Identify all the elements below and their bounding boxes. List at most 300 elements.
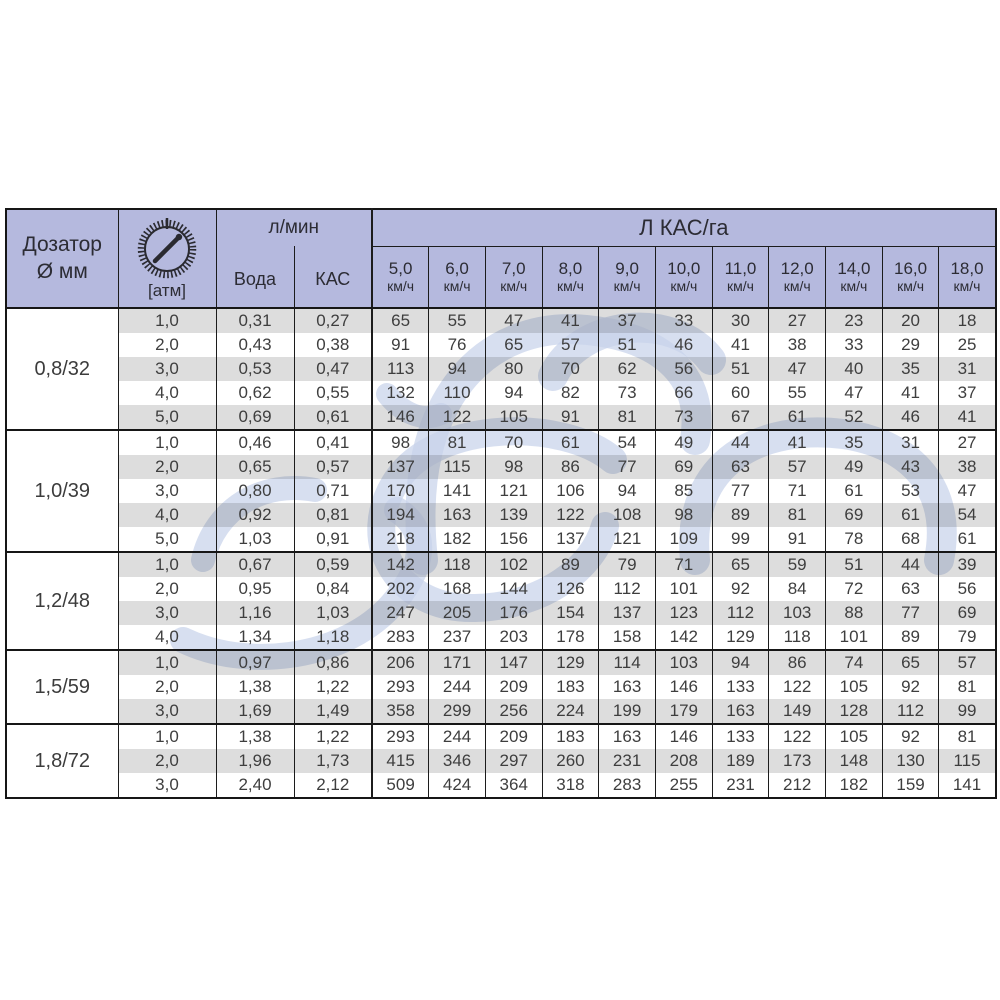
rate-value: 76 xyxy=(429,333,486,357)
rate-value: 123 xyxy=(655,601,712,625)
rate-value: 101 xyxy=(826,625,883,650)
water-value: 0,95 xyxy=(216,577,294,601)
rate-value: 81 xyxy=(429,430,486,455)
rate-value: 31 xyxy=(939,357,996,381)
rate-value: 79 xyxy=(939,625,996,650)
rate-value: 176 xyxy=(485,601,542,625)
speed-header-18-0: 18,0 км/ч xyxy=(939,246,996,308)
speed-header-8-0: 8,0 км/ч xyxy=(542,246,599,308)
rate-value: 94 xyxy=(712,650,769,675)
rate-value: 112 xyxy=(882,699,939,724)
rate-value: 231 xyxy=(712,773,769,798)
rate-value: 163 xyxy=(599,675,656,699)
atm-value: 1,0 xyxy=(118,552,216,577)
rate-value: 297 xyxy=(485,749,542,773)
atm-value: 3,0 xyxy=(118,601,216,625)
water-value: 0,46 xyxy=(216,430,294,455)
rate-value: 299 xyxy=(429,699,486,724)
water-value: 0,80 xyxy=(216,479,294,503)
rate-value: 68 xyxy=(882,527,939,552)
water-column-header: Вода xyxy=(216,246,294,308)
kas-column-header: КАС xyxy=(294,246,372,308)
rate-value: 18 xyxy=(939,308,996,333)
speed-header-11-0: 11,0 км/ч xyxy=(712,246,769,308)
atm-value: 4,0 xyxy=(118,381,216,405)
rate-value: 77 xyxy=(599,455,656,479)
rate-value: 43 xyxy=(882,455,939,479)
kas-value: 0,71 xyxy=(294,479,372,503)
rate-value: 170 xyxy=(386,481,415,500)
rate-value: 78 xyxy=(826,527,883,552)
rate-value: 81 xyxy=(939,675,996,699)
rate-value: 69 xyxy=(655,455,712,479)
rate-value: 105 xyxy=(485,405,542,430)
water-value: 0,97 xyxy=(216,650,294,675)
rate-value: 56 xyxy=(655,357,712,381)
atm-value: 1,0 xyxy=(118,308,216,333)
rate-value: 65 xyxy=(712,552,769,577)
rate-value: 38 xyxy=(939,455,996,479)
table-body xyxy=(6,308,996,798)
rate-value: 178 xyxy=(542,625,599,650)
rate-value: 33 xyxy=(655,308,712,333)
water-value: 1,03 xyxy=(216,527,294,552)
rate-value: 128 xyxy=(826,699,883,724)
atm-value: 1,0 xyxy=(118,650,216,675)
rate-value: 38 xyxy=(769,333,826,357)
table-row xyxy=(6,455,996,479)
rate-value: 358 xyxy=(372,699,429,724)
atm-value: 1,0 xyxy=(118,430,216,455)
table-row xyxy=(6,308,996,333)
rate-value: 293 xyxy=(386,677,415,696)
rate-value: 139 xyxy=(485,503,542,527)
kas-value: 0,41 xyxy=(294,430,372,455)
dosator-label: 1,8/72 xyxy=(6,724,118,798)
rate-value: 47 xyxy=(939,479,996,503)
rate-value: 146 xyxy=(655,675,712,699)
atm-value: 2,0 xyxy=(118,333,216,357)
table-row xyxy=(6,333,996,357)
atm-value: 4,0 xyxy=(118,503,216,527)
rate-value: 27 xyxy=(769,308,826,333)
application-rate-header: Л КАС/га xyxy=(372,209,996,246)
water-value: 0,62 xyxy=(216,381,294,405)
rate-value: 133 xyxy=(712,675,769,699)
water-value: 0,92 xyxy=(216,503,294,527)
rate-value: 77 xyxy=(712,479,769,503)
rate-value: 46 xyxy=(655,333,712,357)
pressure-unit-label: [атм] xyxy=(147,281,186,300)
dosator-label: 1,2/48 xyxy=(6,552,118,650)
rate-value: 73 xyxy=(599,381,656,405)
rate-value: 57 xyxy=(542,333,599,357)
rate-value: 89 xyxy=(542,552,599,577)
rate-value: 133 xyxy=(712,724,769,749)
rate-value: 65 xyxy=(372,308,429,333)
rate-value: 40 xyxy=(826,357,883,381)
table-row xyxy=(6,749,996,773)
rate-value: 71 xyxy=(655,552,712,577)
rate-value: 61 xyxy=(826,479,883,503)
rate-value: 183 xyxy=(542,724,599,749)
kas-value: 0,59 xyxy=(294,552,372,577)
rate-value: 293 xyxy=(372,724,429,749)
rate-value: 98 xyxy=(485,455,542,479)
rate-value: 141 xyxy=(429,479,486,503)
rate-value: 47 xyxy=(826,381,883,405)
rate-value: 126 xyxy=(542,577,599,601)
rate-value: 182 xyxy=(429,527,486,552)
rate-value: 106 xyxy=(542,479,599,503)
rate-value: 122 xyxy=(769,675,826,699)
rate-value: 105 xyxy=(826,724,883,749)
dosator-label: 1,0/39 xyxy=(6,430,118,552)
rate-value: 163 xyxy=(599,724,656,749)
rate-value: 60 xyxy=(712,381,769,405)
rate-value: 141 xyxy=(939,773,996,798)
atm-value: 3,0 xyxy=(118,699,216,724)
kas-value: 1,03 xyxy=(294,601,372,625)
rate-value: 283 xyxy=(386,627,415,646)
rate-value: 99 xyxy=(712,527,769,552)
rate-value: 41 xyxy=(939,405,996,430)
rate-value: 142 xyxy=(372,552,429,577)
rate-value: 158 xyxy=(599,625,656,650)
rate-value: 132 xyxy=(386,383,415,402)
table-row xyxy=(6,601,996,625)
rate-value: 98 xyxy=(372,430,429,455)
rate-value: 94 xyxy=(429,357,486,381)
rate-value: 171 xyxy=(429,650,486,675)
rate-value: 121 xyxy=(485,479,542,503)
table-row xyxy=(6,357,996,381)
table-row xyxy=(6,577,996,601)
rate-value: 23 xyxy=(826,308,883,333)
rate-value: 318 xyxy=(542,773,599,798)
rate-value: 142 xyxy=(655,625,712,650)
rate-value: 173 xyxy=(769,749,826,773)
rate-value: 118 xyxy=(429,552,486,577)
rate-value: 112 xyxy=(599,577,656,601)
rate-value: 86 xyxy=(542,455,599,479)
rate-value: 137 xyxy=(372,455,429,479)
speed-header-7-0: 7,0 км/ч xyxy=(485,246,542,308)
rate-value: 47 xyxy=(485,308,542,333)
rate-value: 208 xyxy=(655,749,712,773)
rate-value: 85 xyxy=(655,479,712,503)
rate-value: 144 xyxy=(485,577,542,601)
rate-value: 115 xyxy=(939,749,996,773)
rate-value: 202 xyxy=(386,579,415,598)
rate-value: 115 xyxy=(429,455,486,479)
water-value: 2,40 xyxy=(216,773,294,798)
rate-value: 49 xyxy=(826,455,883,479)
rate-value: 27 xyxy=(939,430,996,455)
rate-value: 82 xyxy=(542,381,599,405)
rate-value: 47 xyxy=(769,357,826,381)
rate-value: 91 xyxy=(769,527,826,552)
rate-value: 59 xyxy=(769,552,826,577)
kas-value: 0,57 xyxy=(294,455,372,479)
rate-value: 114 xyxy=(599,650,656,675)
rate-value: 156 xyxy=(485,527,542,552)
rate-value: 61 xyxy=(939,527,996,552)
atm-value: 5,0 xyxy=(118,527,216,552)
rate-value: 80 xyxy=(485,357,542,381)
rate-value: 81 xyxy=(769,503,826,527)
kas-value: 0,61 xyxy=(294,405,372,430)
rate-value: 54 xyxy=(939,503,996,527)
rate-value: 79 xyxy=(599,552,656,577)
rate-value: 110 xyxy=(429,381,486,405)
rate-value: 74 xyxy=(826,650,883,675)
table-row xyxy=(6,479,996,503)
rate-value: 61 xyxy=(882,503,939,527)
rate-value: 159 xyxy=(882,773,939,798)
rate-value: 44 xyxy=(712,430,769,455)
rate-value: 148 xyxy=(826,749,883,773)
rate-value: 94 xyxy=(485,381,542,405)
table-row xyxy=(6,430,996,455)
rate-value: 283 xyxy=(599,773,656,798)
dosing-table xyxy=(5,208,995,792)
rate-value: 137 xyxy=(542,527,599,552)
rate-value: 51 xyxy=(712,357,769,381)
rate-value: 129 xyxy=(542,650,599,675)
water-value: 0,43 xyxy=(216,333,294,357)
water-value: 1,38 xyxy=(216,675,294,699)
atm-value: 1,0 xyxy=(118,724,216,749)
rate-value: 77 xyxy=(882,601,939,625)
kas-value: 0,81 xyxy=(294,503,372,527)
rate-value: 209 xyxy=(485,724,542,749)
rate-value: 415 xyxy=(372,749,429,773)
rate-value: 247 xyxy=(372,601,429,625)
rate-value: 81 xyxy=(939,724,996,749)
speed-header-12-0: 12,0 км/ч xyxy=(769,246,826,308)
kas-value: 2,12 xyxy=(294,773,372,798)
rate-value: 122 xyxy=(769,724,826,749)
kas-value: 1,18 xyxy=(294,625,372,650)
rate-value: 69 xyxy=(939,601,996,625)
water-value: 1,34 xyxy=(216,625,294,650)
rate-value: 41 xyxy=(712,333,769,357)
kas-value: 0,27 xyxy=(294,308,372,333)
rate-value: 260 xyxy=(542,749,599,773)
rate-value: 194 xyxy=(372,503,429,527)
rate-value: 209 xyxy=(485,675,542,699)
rate-value: 20 xyxy=(882,308,939,333)
table-row xyxy=(6,625,996,650)
rate-value: 113 xyxy=(372,357,429,381)
rate-value: 129 xyxy=(712,625,769,650)
pressure-header xyxy=(118,209,216,308)
rate-value: 57 xyxy=(939,650,996,675)
rate-value: 25 xyxy=(939,333,996,357)
rate-value: 63 xyxy=(882,577,939,601)
rate-value: 98 xyxy=(655,503,712,527)
rate-value: 118 xyxy=(769,625,826,650)
rate-value: 61 xyxy=(769,405,826,430)
rate-value: 105 xyxy=(826,675,883,699)
atm-value: 2,0 xyxy=(118,577,216,601)
rate-value: 37 xyxy=(939,381,996,405)
water-value: 1,16 xyxy=(216,601,294,625)
rate-value: 55 xyxy=(769,381,826,405)
table-row xyxy=(6,675,996,699)
atm-value: 3,0 xyxy=(118,479,216,503)
rate-value: 66 xyxy=(655,381,712,405)
water-value: 0,53 xyxy=(216,357,294,381)
dosator-header xyxy=(6,209,118,308)
water-value: 1,96 xyxy=(216,749,294,773)
rate-value: 89 xyxy=(712,503,769,527)
rate-value: 108 xyxy=(599,503,656,527)
rate-value: 70 xyxy=(485,430,542,455)
rate-value: 61 xyxy=(542,430,599,455)
table-row xyxy=(6,773,996,798)
table-row xyxy=(6,552,996,577)
atm-value: 4,0 xyxy=(118,625,216,650)
rate-value: 30 xyxy=(712,308,769,333)
rate-value: 92 xyxy=(712,577,769,601)
rate-value: 51 xyxy=(599,333,656,357)
rate-value: 205 xyxy=(429,601,486,625)
rate-value: 112 xyxy=(712,601,769,625)
kas-value: 1,49 xyxy=(294,699,372,724)
rate-value: 255 xyxy=(655,773,712,798)
table-row xyxy=(6,699,996,724)
rate-value: 346 xyxy=(429,749,486,773)
water-value: 0,31 xyxy=(216,308,294,333)
rate-value: 41 xyxy=(542,308,599,333)
rate-value: 218 xyxy=(386,529,415,548)
rate-value: 154 xyxy=(542,601,599,625)
rate-value: 149 xyxy=(769,699,826,724)
rate-value: 189 xyxy=(712,749,769,773)
dosator-label: 0,8/32 xyxy=(6,308,118,430)
atm-value: 5,0 xyxy=(118,405,216,430)
rate-value: 33 xyxy=(826,333,883,357)
rate-value: 29 xyxy=(882,333,939,357)
rate-value: 39 xyxy=(939,552,996,577)
water-value: 0,65 xyxy=(216,455,294,479)
rate-value: 183 xyxy=(542,675,599,699)
table-row xyxy=(6,503,996,527)
rate-value: 31 xyxy=(882,430,939,455)
kas-value: 1,22 xyxy=(294,675,372,699)
rate-value: 91 xyxy=(542,405,599,430)
rate-value: 231 xyxy=(599,749,656,773)
rate-value: 46 xyxy=(882,405,939,430)
rate-value: 81 xyxy=(599,405,656,430)
kas-value: 1,73 xyxy=(294,749,372,773)
table-row xyxy=(6,381,996,405)
water-value: 0,69 xyxy=(216,405,294,430)
rate-value: 122 xyxy=(429,405,486,430)
rate-value: 67 xyxy=(712,405,769,430)
rate-value: 509 xyxy=(386,775,415,794)
table-row xyxy=(6,724,996,749)
rate-value: 121 xyxy=(599,527,656,552)
rate-value: 212 xyxy=(769,773,826,798)
table-row xyxy=(6,405,996,430)
rate-value: 41 xyxy=(882,381,939,405)
rate-value: 65 xyxy=(485,333,542,357)
rate-value: 92 xyxy=(882,724,939,749)
speed-header-10-0: 10,0 км/ч xyxy=(655,246,712,308)
water-value: 1,69 xyxy=(216,699,294,724)
atm-value: 3,0 xyxy=(118,357,216,381)
speed-header-5-0: 5,0 км/ч xyxy=(372,246,429,308)
rate-value: 130 xyxy=(882,749,939,773)
water-value: 1,38 xyxy=(216,724,294,749)
water-value: 0,67 xyxy=(216,552,294,577)
rate-value: 91 xyxy=(391,335,411,354)
rate-value: 224 xyxy=(542,699,599,724)
flow-header: л/мин xyxy=(216,209,372,246)
kas-value: 0,38 xyxy=(294,333,372,357)
rate-value: 102 xyxy=(485,552,542,577)
rate-value: 109 xyxy=(655,527,712,552)
rate-value: 41 xyxy=(769,430,826,455)
rate-value: 103 xyxy=(655,650,712,675)
rate-value: 244 xyxy=(429,675,486,699)
rate-value: 54 xyxy=(599,430,656,455)
rate-value: 103 xyxy=(769,601,826,625)
atm-value: 3,0 xyxy=(118,773,216,798)
rate-value: 71 xyxy=(769,479,826,503)
rate-value: 44 xyxy=(882,552,939,577)
dosator-header-line1: Дозатор xyxy=(22,233,102,257)
kas-value: 0,84 xyxy=(294,577,372,601)
rate-value: 92 xyxy=(882,675,939,699)
dosing-rate-table xyxy=(5,208,997,799)
atm-value: 2,0 xyxy=(118,455,216,479)
rate-value: 88 xyxy=(826,601,883,625)
rate-value: 57 xyxy=(769,455,826,479)
rate-value: 84 xyxy=(769,577,826,601)
rate-value: 56 xyxy=(939,577,996,601)
rate-value: 99 xyxy=(939,699,996,724)
rate-value: 86 xyxy=(769,650,826,675)
rate-value: 63 xyxy=(712,455,769,479)
rate-value: 168 xyxy=(429,577,486,601)
speed-header-6-0: 6,0 км/ч xyxy=(429,246,486,308)
rate-value: 52 xyxy=(826,405,883,430)
rate-value: 62 xyxy=(599,357,656,381)
kas-value: 0,91 xyxy=(294,527,372,552)
speed-header-9-0: 9,0 км/ч xyxy=(599,246,656,308)
dosator-header-line2: Ø мм xyxy=(36,259,88,283)
speed-header-14-0: 14,0 км/ч xyxy=(826,246,883,308)
rate-value: 65 xyxy=(882,650,939,675)
rate-value: 69 xyxy=(826,503,883,527)
header-row-top xyxy=(6,209,996,246)
rate-value: 94 xyxy=(599,479,656,503)
kas-value: 0,55 xyxy=(294,381,372,405)
rate-value: 199 xyxy=(599,699,656,724)
rate-value: 73 xyxy=(655,405,712,430)
rate-value: 35 xyxy=(882,357,939,381)
rate-value: 147 xyxy=(485,650,542,675)
atm-value: 2,0 xyxy=(118,675,216,699)
rate-value: 179 xyxy=(655,699,712,724)
rate-value: 70 xyxy=(542,357,599,381)
table-row xyxy=(6,527,996,552)
rate-value: 163 xyxy=(429,503,486,527)
